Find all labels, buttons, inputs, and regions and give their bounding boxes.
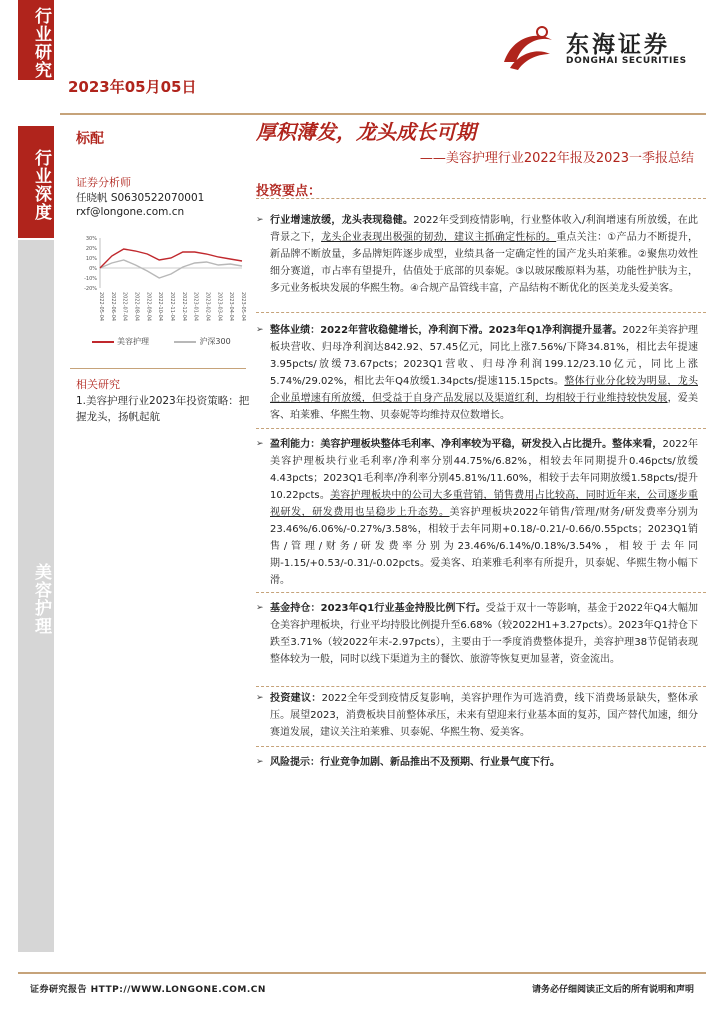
y-tick-label: -20% xyxy=(84,286,97,292)
tab-industry-research: 行业研究 xyxy=(18,0,54,80)
x-tick-label: 2023-04-04 xyxy=(228,292,235,322)
rating: 标配 xyxy=(76,131,104,147)
section-divider xyxy=(256,428,706,429)
chart-legend xyxy=(92,336,252,347)
analyst-name: 任晓帆 S0630522070001 xyxy=(76,192,205,204)
legend-label-hs300: 沪深300 xyxy=(199,337,231,346)
y-tick-label: -10% xyxy=(84,276,97,282)
x-tick-label: 2022-10-04 xyxy=(157,292,164,322)
analyst-email[interactable]: rxf@longone.com.cn xyxy=(76,206,185,218)
bullet-arrow-icon: ➢ xyxy=(256,603,264,613)
footer-website[interactable]: 证券研究报告 HTTP://WWW.LONGONE.COM.CN xyxy=(30,985,266,995)
footer-disclaimer: 请务必仔细阅读正文后的所有说明和声明 xyxy=(531,985,694,995)
x-tick-label: 2022-07-04 xyxy=(121,292,128,322)
section-divider xyxy=(256,592,706,593)
section-profitability: ➢ 盈利能力：美容护理板块整体毛利率、净利率较为平稳，研发投入占比提升。整体来看，2022年美容护理板块行业毛利率/净利率分别44.75%/6.82%，相较去年同期提升0.46pcts/放缓4.43pcts；2023Q1毛利率/净利率分别45.81%/11.60%，相较于去年同期放缓1.58pcts/提升10.22pcts。美容护理板块中的公司大多重营销，销售费用占比较高，同时近年来，公司逐步重视研发，研发费用也呈稳步上升态势。美容护理板块2022年销售/管理/财务/研发费率分别为23.46%/6.06%/-0.27%/3.58%，相较于去年同期+0.18/-0.21/-0.66/0.55pcts；2023Q1销售/管理/财务/研发费率分别为23.46%/6.14%/0.18%/3.54%，相较于去年同期-1.15/+0.53/-0.31/-0.02pcts。爱美客、珀莱雅毛利率有所提升，贝泰妮、华熙生物小幅下滑。 xyxy=(256,436,698,589)
report-date: 2023年05月05日 xyxy=(68,78,197,96)
section-industry-growth: ➢ 行业增速放缓，龙头表现稳健。2022年受到疫情影响，行业整体收入/利润增速有所放缓，在此背景之下，龙头企业表现出极强的韧劲，建议主抓确定性标的。重点关注：①产品力不断提升，新品牌不断放量，多品牌矩阵逐步成型，业绩具备一定确定性的国产龙头珀莱雅。②聚焦功效性细分赛道，市占率有望提升，估值处于底部的贝泰妮。③以玻尿酸原料为基，功能性护肤为主，多元业务板块发展的华熙生物。④合规产品管线丰富，产品结构不断优化的医美龙头爱美客。 xyxy=(256,212,698,297)
logo-text-en: DONGHAI SECURITIES xyxy=(566,56,687,66)
bullet-arrow-icon: ➢ xyxy=(256,215,264,225)
x-tick-label: 2023-02-04 xyxy=(204,292,211,322)
x-tick-label: 2023-03-04 xyxy=(216,292,223,322)
x-tick-label: 2022-12-04 xyxy=(180,292,187,322)
y-tick-label: 10% xyxy=(85,256,97,262)
bullet-arrow-icon: ➢ xyxy=(256,439,264,449)
y-tick-label: 30% xyxy=(85,236,97,242)
section-overall-performance: ➢ 整体业绩：2022年营收稳健增长，净利润下滑。2023年Q1净利润提升显著。2022年美容护理板块营收、归母净利润达842.92、57.45亿元，同比上涨7.56%/下降34.81%，相比去年提速3.95pcts/放缓73.67pcts；2023Q1营收、归母净利润199.12/23.10亿元，同比上涨5.74%/29.02%，相比去年Q4放缓1.34pcts/提速115.15pcts。整体行业分化较为明显，龙头企业虽增速有所放缓，但受益于自身产品发展以及渠道红利，均相较于行业维持较快发展，爱美客、珀莱雅、华熙生物、贝泰妮等均维持双位数增长。 xyxy=(256,322,698,424)
section-risk: ➢ 风险提示：行业竞争加剧、新品推出不及预期、行业景气度下行。 xyxy=(256,754,698,771)
performance-chart xyxy=(70,234,245,352)
x-tick-label: 2022-06-04 xyxy=(109,292,116,322)
x-tick-label: 2022-11-04 xyxy=(169,292,175,322)
series-hs300-line xyxy=(100,260,242,278)
x-tick-label: 2022-09-04 xyxy=(145,292,152,322)
section-divider xyxy=(256,312,706,313)
x-tick-label: 2022-08-04 xyxy=(133,292,140,322)
section-divider xyxy=(256,686,706,687)
section-fund-holdings: ➢ 基金持仓：2023年Q1行业基金持股比例下行。受益于双十一等影响，基金于2022年Q4大幅加仓美容护理板块，行业平均持股比例提升至6.68%（较2022H1+3.27pcts）。2023年Q1持仓下跌至3.71%（较2022年末-2.97pcts），主要由于一季度消费整体提升，美容护理38节促销表现整体较为一般，同时以线下渠道为主的餐饮、旅游等恢复更加显著，资金流出。 xyxy=(256,600,698,668)
key-points-heading: 投资要点： xyxy=(256,184,322,199)
key-points-divider xyxy=(256,198,706,199)
y-tick-label: 0% xyxy=(89,266,97,272)
section-investment-advice: ➢ 投资建议：2022全年受到疫情反复影响，美容护理作为可选消费，线下消费场景缺失，整体承压。展望2023，消费板块目前整体承压，未来有望迎来行业基本面的复苏，国产替代加速，细分赛道发展，建议关注珀莱雅、贝泰妮、华熙生物、爱美客。 xyxy=(256,690,698,741)
company-logo xyxy=(496,18,706,78)
legend-swatch-hs300 xyxy=(174,341,196,343)
legend-label-beauty: 美容护理 xyxy=(117,337,149,346)
section-divider xyxy=(256,746,706,747)
related-divider xyxy=(70,368,246,369)
report-title: 厚积薄发，龙头成长可期 xyxy=(256,120,476,144)
y-tick-label: 20% xyxy=(85,246,97,252)
footer-divider xyxy=(18,972,706,974)
logo-mark-icon xyxy=(496,18,560,78)
related-heading: 相关研究 xyxy=(76,378,120,391)
tab-sector: 美容护理 xyxy=(18,240,54,952)
header-divider xyxy=(60,113,706,115)
logo-text-cn: 东海证券 xyxy=(566,32,670,58)
report-subtitle: ——美容护理行业2022年报及2023一季报总结 xyxy=(419,151,694,166)
analyst-heading: 证券分析师 xyxy=(76,176,131,189)
tab-industry-depth: 行业深度 xyxy=(18,126,54,238)
x-tick-label: 2022-05-04 xyxy=(98,292,104,322)
bullet-arrow-icon: ➢ xyxy=(256,757,264,767)
legend-swatch-beauty xyxy=(92,341,114,343)
bullet-arrow-icon: ➢ xyxy=(256,693,264,703)
x-tick-label: 2023-01-04 xyxy=(192,292,199,322)
x-tick-label: 2023-05-04 xyxy=(240,292,246,322)
bullet-arrow-icon: ➢ xyxy=(256,325,264,335)
related-item[interactable]: 1.美容护理行业2023年投资策略：把握龙头，扬帆起航 xyxy=(76,395,250,423)
